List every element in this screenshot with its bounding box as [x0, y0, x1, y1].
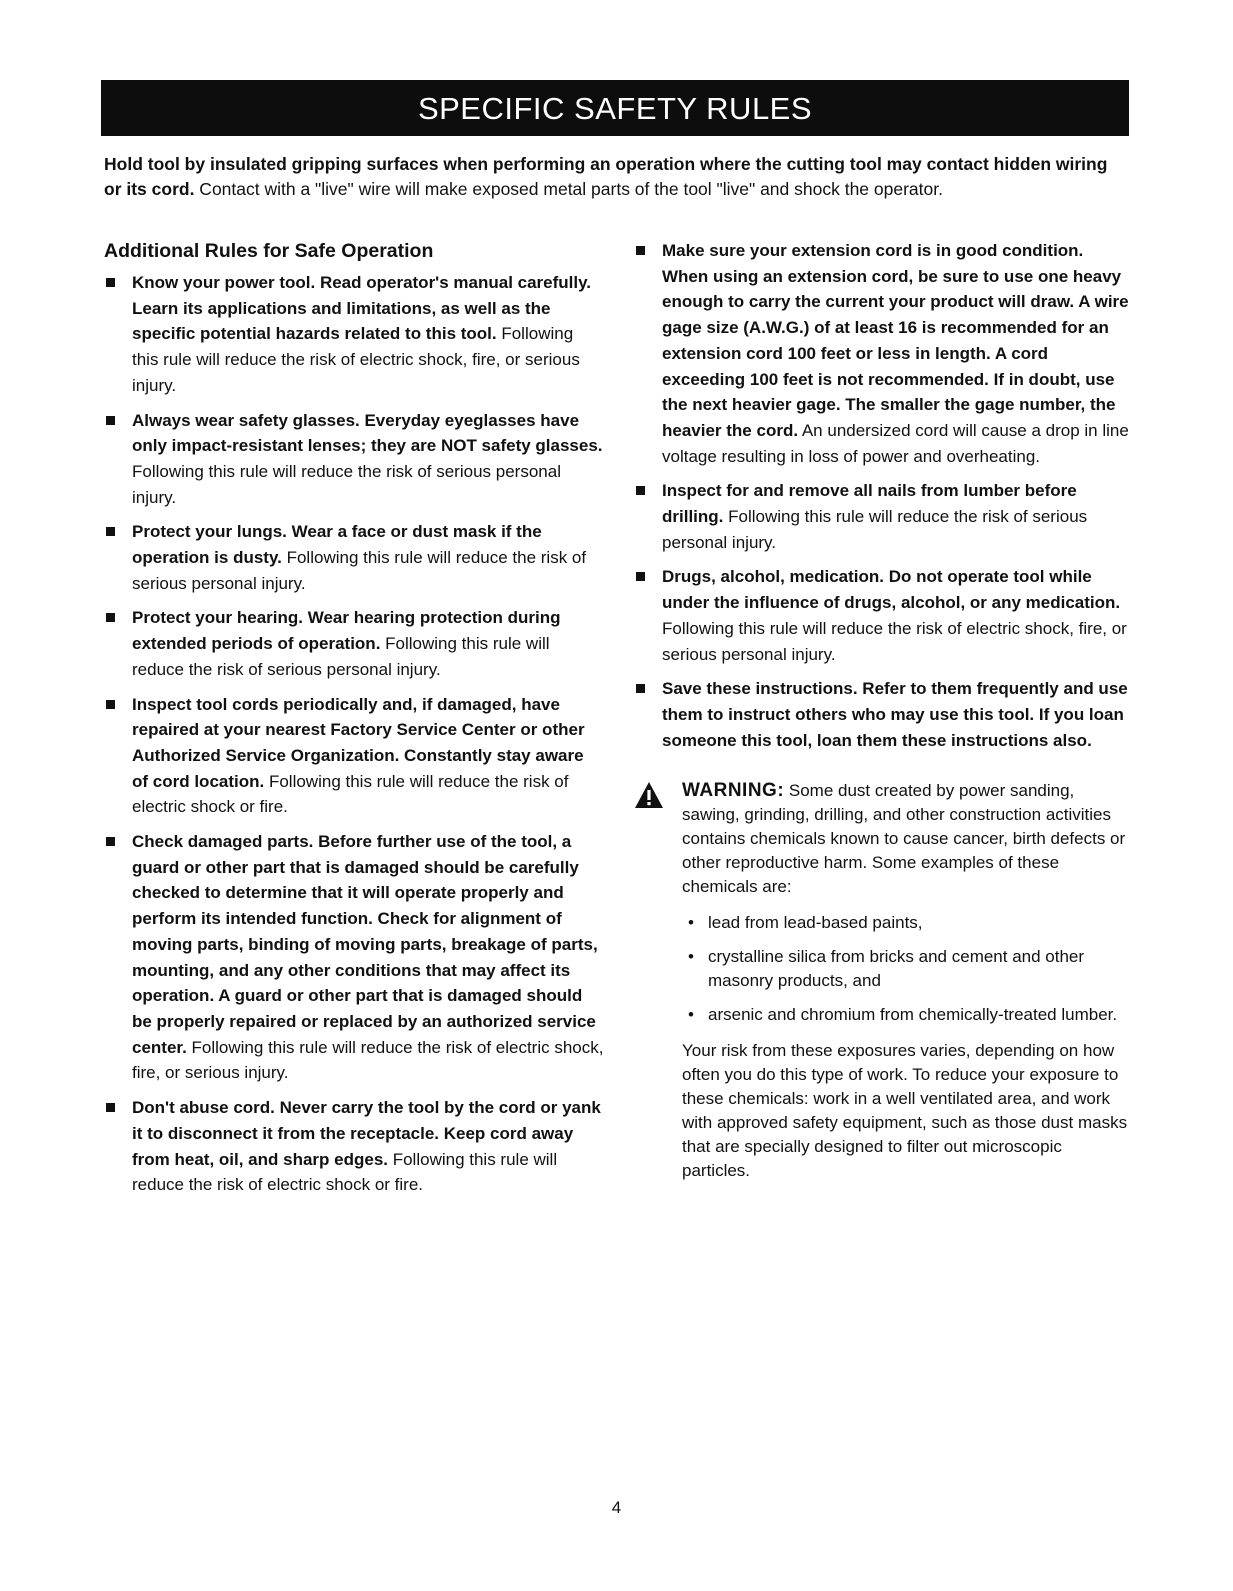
- warning-triangle-icon: [634, 781, 664, 809]
- warning-block: [634, 779, 1134, 1183]
- risk-paragraph: Your risk from these exposures varies, depending on how often you do this type of work. To reduce your exposure to these chemicals: work in a well ventilated area, and work with approved safety equipment, such as those dust masks that are specially designed to filter out microscopic particles.: [682, 1041, 1128, 1181]
- dot-bullet-icon: •: [688, 947, 694, 967]
- dot-bullet-icon: •: [688, 913, 694, 933]
- intro-normal-text: Contact with a "live" wire will make exposed metal parts of the tool "live" and shock the operator.: [194, 179, 943, 199]
- rule-lead: Don't abuse cord. Never carry the tool by the cord or yank it to disconnect it from the receptacle. Keep cord away from heat, oil, and sharp edges.: [132, 1098, 601, 1169]
- rule-lead: Inspect for and remove all nails from lumber before drilling.: [662, 481, 1077, 527]
- rule-detail: Following this rule will reduce the risk of electric shock or fire.: [132, 1149, 558, 1195]
- rule-lead: Know your power tool. Read operator's manual carefully. Learn its applications and limitations, as well as the specific potential hazards related to this tool.: [132, 273, 592, 344]
- list-item: [682, 1003, 1134, 1027]
- rule-detail: An undersized cord will cause a drop in line voltage resulting in loss of power and overheating.: [662, 420, 1129, 466]
- rule-detail: Following this rule will reduce the risk of electric shock or fire.: [132, 771, 569, 817]
- rule-lead: Protect your lungs. Wear a face or dust mask if the operation is dusty.: [132, 522, 542, 568]
- square-bullet-icon: [106, 613, 115, 622]
- rule-item: [104, 408, 604, 511]
- section-heading: Additional Rules for Safe Operation: [104, 240, 434, 262]
- rule-lead: Check damaged parts. Before further use of the tool, a guard or other part that is damaged should be carefully checked to determine that it will operate properly and perform its intended function. Check for alignment of moving parts, binding of moving parts, breakage of parts, mounting, and any other conditions that may affect its operation. A guard or other part that is damaged should be properly repaired or replaced by an authorized service center.: [132, 832, 598, 1057]
- rule-item: [104, 270, 604, 399]
- square-bullet-icon: [636, 486, 645, 495]
- rule-item: [104, 829, 604, 1086]
- square-bullet-icon: [636, 684, 645, 693]
- list-item-text: arsenic and chromium from chemically-treated lumber.: [708, 1005, 1118, 1025]
- rule-item: [104, 692, 604, 821]
- list-item: [682, 945, 1134, 993]
- page-number: 4: [611, 1498, 622, 1517]
- square-bullet-icon: [106, 1103, 115, 1112]
- rule-detail: Following this rule will reduce the risk of serious personal injury.: [132, 548, 587, 593]
- square-bullet-icon: [106, 278, 115, 287]
- left-column: [104, 238, 604, 1207]
- rule-item: [634, 478, 1134, 555]
- page-title: SPECIFIC SAFETY RULES: [101, 80, 1129, 136]
- right-column: [634, 238, 1134, 1183]
- square-bullet-icon: [106, 700, 115, 709]
- square-bullet-icon: [106, 527, 115, 536]
- chemical-list: [682, 911, 1134, 1027]
- warning-body: Some dust created by power sanding, sawing, grinding, drilling, and other construction activities contains chemicals known to cause cancer, birth defects or other reproductive harm. Some examples of these chemicals are:: [682, 781, 1126, 897]
- rule-detail: Following this rule will reduce the risk of serious personal injury.: [662, 507, 1088, 552]
- warning-text: [682, 779, 1134, 899]
- rule-detail: Following this rule will reduce the risk of serious personal injury.: [132, 461, 561, 507]
- rule-lead: Protect your hearing. Wear hearing protection during extended periods of operation.: [132, 608, 561, 654]
- square-bullet-icon: [106, 837, 115, 846]
- rule-item: [634, 676, 1134, 753]
- rule-item: [634, 238, 1134, 469]
- intro-paragraph: [104, 152, 1124, 202]
- square-bullet-icon: [106, 416, 115, 425]
- dot-bullet-icon: •: [688, 1005, 694, 1025]
- rule-detail: Following this rule will reduce the risk of electric shock, fire, or serious injury.: [132, 324, 580, 395]
- rule-item: [104, 1095, 604, 1198]
- square-bullet-icon: [636, 246, 645, 255]
- rule-lead: Drugs, alcohol, medication. Do not operate tool while under the influence of drugs, alcohol, or any medication.: [662, 567, 1121, 613]
- rule-detail: Following this rule will reduce the risk of electric shock, fire, or serious personal injury.: [662, 618, 1127, 664]
- rule-lead: Make sure your extension cord is in good condition. When using an extension cord, be sure to use one heavy enough to carry the current your product will draw. A wire gage size (A.W.G.) of at least 16 is recommended for an extension cord 100 feet or less in length. A cord exceeding 100 feet is not recommended. If in doubt, use the next heavier gage. The smaller the gage number, the heavier the cord.: [662, 241, 1129, 440]
- list-item: [682, 911, 1134, 935]
- rule-detail: Following this rule will reduce the risk of serious personal injury.: [132, 634, 550, 679]
- rule-item: [104, 605, 604, 682]
- list-item-text: crystalline silica from bricks and cement and other masonry products, and: [708, 947, 1085, 991]
- rule-detail: Following this rule will reduce the risk of electric shock, fire, or serious injury.: [132, 1037, 604, 1083]
- rule-lead: Always wear safety glasses. Everyday eyeglasses have only impact-resistant lenses; they are NOT safety glasses.: [132, 410, 603, 456]
- rule-item: [634, 564, 1134, 667]
- rule-item: [104, 519, 604, 596]
- intro-bold-text: Hold tool by insulated gripping surfaces when performing an operation where the cutting tool may contact hidden wiring or its cord.: [104, 154, 1108, 199]
- rule-lead: Inspect tool cords periodically and, if damaged, have repaired at your nearest Factory Service Center or other Authorized Service Organization. Constantly stay aware of cord location.: [132, 694, 585, 791]
- warning-label: WARNING:: [682, 780, 785, 802]
- square-bullet-icon: [636, 572, 645, 581]
- list-item-text: lead from lead-based paints,: [708, 913, 923, 933]
- rule-lead: Save these instructions. Refer to them frequently and use them to instruct others who may use this tool. If you loan someone this tool, loan them these instructions also.: [662, 679, 1128, 750]
